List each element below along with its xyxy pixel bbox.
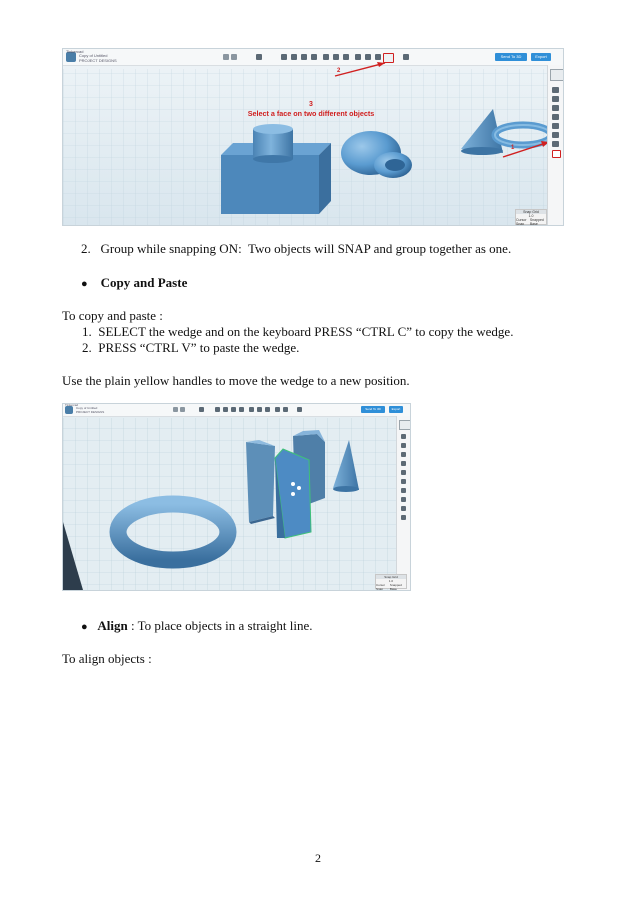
export-button[interactable]: Export [531, 53, 551, 61]
panel-value: 1.0 [528, 214, 534, 218]
export-button[interactable]: Export [389, 406, 403, 413]
zoom-out-icon[interactable] [401, 461, 406, 466]
align-heading: Align [97, 618, 128, 633]
fit-view-icon[interactable] [401, 443, 406, 448]
home-view-icon[interactable] [552, 87, 559, 93]
scene-objects [63, 404, 410, 590]
annotation-number-right: 1 [511, 145, 515, 151]
shapes-icon[interactable] [401, 479, 406, 484]
home-view-icon[interactable] [401, 434, 406, 439]
screenshot-snap-group [62, 48, 564, 226]
note-icon[interactable] [552, 150, 561, 158]
hide-icon[interactable] [401, 506, 406, 511]
annotation-number-top: 2 [337, 68, 341, 74]
snap-grid-panel[interactable] [515, 209, 547, 225]
export-icon[interactable] [401, 515, 406, 520]
scene-objects [63, 49, 563, 225]
design-name[interactable]: Copy of Untitled [79, 53, 108, 58]
panel-left-label: Cursor Snap [376, 583, 386, 591]
copy-paste-heading-row [81, 275, 187, 292]
panel-title: Snap Grid [376, 575, 406, 579]
view-cube-icon[interactable] [550, 69, 564, 81]
app-name: Tinkercad [65, 403, 79, 407]
ruler-icon[interactable] [401, 488, 406, 493]
align-description: : To place objects in a straight line. [127, 618, 313, 633]
zoom-out-icon[interactable] [552, 114, 559, 120]
perspective-icon[interactable] [552, 123, 559, 129]
copy-step-2: 2. PRESS “CTRL V” to paste the wedge. [82, 340, 300, 355]
note-icon[interactable] [401, 497, 406, 502]
snap-grid-panel[interactable] [375, 574, 407, 589]
panel-title: Snap Grid [516, 210, 546, 214]
page-number: 2 [315, 851, 321, 865]
send-to-3d-button[interactable]: Send To 3D [361, 406, 385, 413]
panel-right-label: Snapped Base [529, 218, 544, 226]
right-sidebar [547, 65, 564, 225]
ruler-icon[interactable] [552, 141, 559, 147]
perspective-icon[interactable] [401, 470, 406, 475]
design-name[interactable]: Copy of Untitled [76, 406, 98, 410]
app-name: Tinkercad [66, 49, 84, 54]
right-sidebar [396, 416, 411, 590]
panel-left-label: Cursor Snap [516, 218, 527, 226]
project-label: PROJECT DESIGNS [76, 410, 105, 414]
step-2-text: 2. Group while snapping ON: Two objects will SNAP and group together as one. [81, 241, 512, 256]
handles-text: Use the plain yellow handles to move the wedge to a new position. [62, 373, 410, 388]
project-label: PROJECT DESIGNS [79, 58, 117, 63]
zoom-in-icon[interactable] [552, 105, 559, 111]
copy-paste-intro: To copy and paste : [62, 308, 163, 323]
bullet-icon: ● [81, 621, 88, 633]
copy-paste-heading: Copy and Paste [100, 275, 188, 290]
panel-value: 1.0 [388, 579, 394, 583]
annotation-number-center: 3 [309, 101, 313, 108]
panel-right-label: Snapped Base [389, 583, 402, 591]
view-cube-icon[interactable] [399, 420, 411, 430]
screenshot-copy-paste [62, 403, 411, 591]
copy-step-1: 1. SELECT the wedge and on the keyboard PRESS “CTRL C” to copy the wedge. [82, 324, 514, 339]
bullet-icon: ● [81, 278, 88, 290]
send-to-3d-button[interactable]: Send To 3D [495, 53, 527, 61]
zoom-in-icon[interactable] [401, 452, 406, 457]
instruction-text: Select a face on two different objects [247, 109, 375, 118]
align-intro: To align objects : [62, 651, 152, 666]
fit-view-icon[interactable] [552, 96, 559, 102]
shapes-icon[interactable] [552, 132, 559, 138]
align-heading-row [81, 618, 313, 635]
